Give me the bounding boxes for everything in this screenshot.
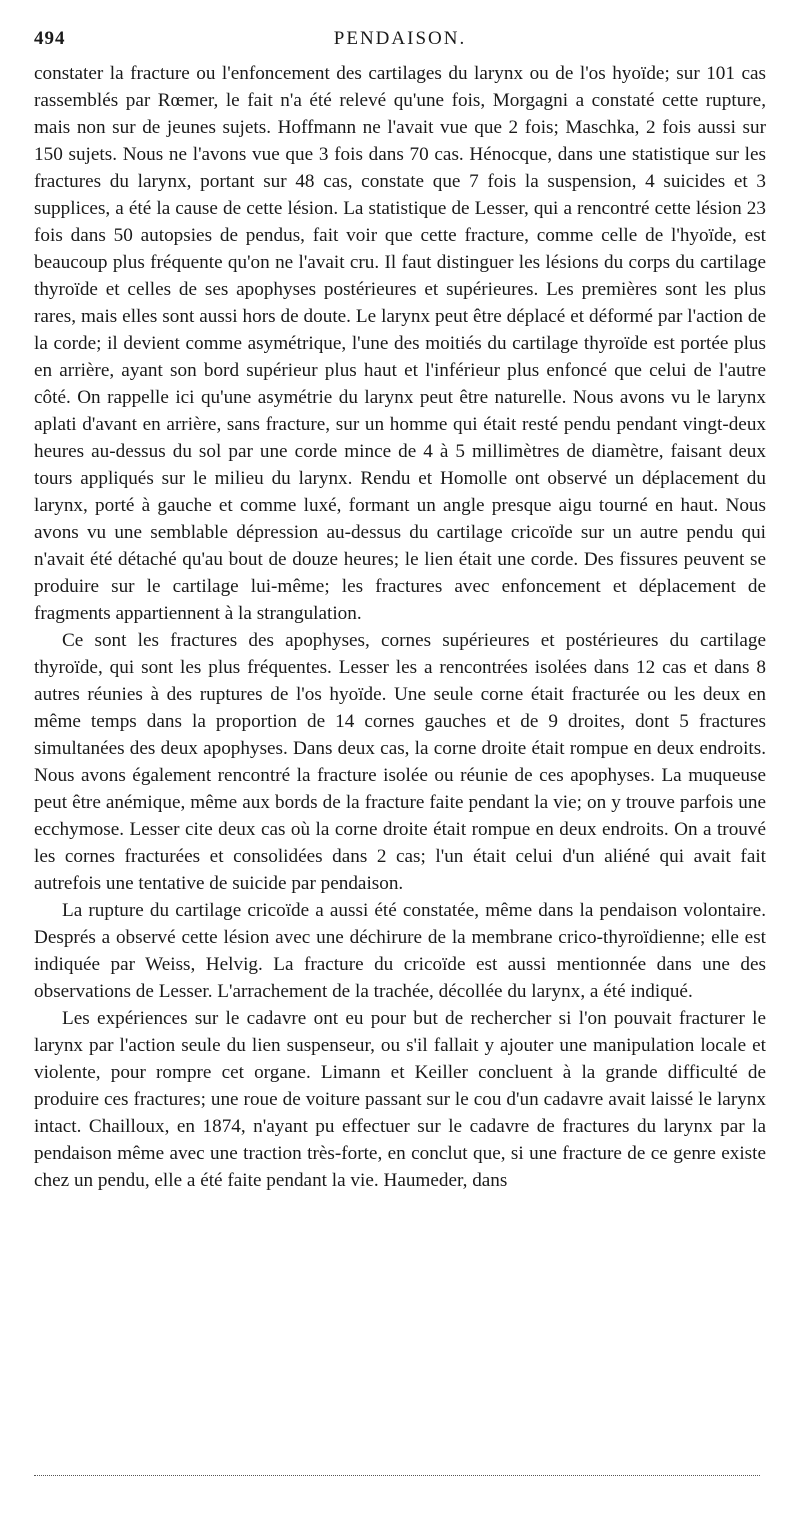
body-text [34,60,766,1194]
paragraph-cricoide: La rupture du cartilage cricoïde a aussi été constatée, même dans la pendaison volontaire. Després a observé cette lésion avec une déchirure de la membrane crico-thyroïdienne; elle est indiquée par Weiss, Helvig. La fracture du cricoïde est aussi mentionnée dans une des observations de Lesser. L'arrachement de la trachée, décollée du larynx, a été indiqué. [34,900,766,1002]
book-page [34,28,766,1194]
paragraph-experiences: Les expériences sur le cadavre ont eu pour but de rechercher si l'on pouvait fracturer le larynx par l'action seule du lien suspenseur, ou s'il fallait y ajouter une manipulation locale et violente, pour rompre cet organe. Limann et Keiller concluent à la grande difficulté de produire ces fractures; une roue de voiture passant sur le cou d'un cadavre avait laissé le larynx intact. Chailloux, en 1874, n'ayant pu effectuer sur le cadavre de fractures du larynx par la pendaison même avec une traction très-forte, en conclut que, si une fracture de ce genre existe chez un pendu, elle a été faite pendant la vie. Haumeder, dans [34,1008,766,1191]
running-title: PENDAISON. [333,28,467,49]
paragraph-apophyses: Ce sont les fractures des apophyses, cornes supérieures et postérieures du cartilage thyroïde, qui sont les plus fréquentes. Lesser les a rencontrées isolées dans 12 cas et dans 8 autres réunies à des ruptures de l'os hyoïde. Une seule corne était fracturée ou les deux en même temps dans la proportion de 14 cornes gauches et de 9 droites, dont 5 fractures simultanées des deux apophyses. Dans deux cas, la corne droite était rompue en deux endroits. Nous avons également rencontré la fracture isolée ou réunie de ces apophyses. La muqueuse peut être anémique, même aux bords de la fracture faite pendant la vie; on y trouve parfois une ecchymose. Lesser cite deux cas où la corne droite était rompue en deux endroits. On a trouvé les cornes fracturées et consolidées dans 2 cas; l'un était celui d'un aliéné qui avait fait autrefois une tentative de suicide par pendaison. [34,630,766,894]
paragraph-continued: constater la fracture ou l'enfoncement des cartilages du larynx ou de l'os hyoïde; sur 101 cas rassemblés par Rœmer, le fait n'a été relevé qu'une fois, Morgagni a constaté cette rupture, mais non sur de jeunes sujets. Hoffmann ne l'avait vue que 2 fois; Maschka, 2 fois aussi sur 150 sujets. Nous ne l'avons vue que 3 fois dans 70 cas. Hénocque, dans une statistique sur les fractures du larynx, portant sur 48 cas, constate que 7 fois la suspension, 4 suicides et 3 supplices, a été la cause de cette lésion. La statistique de Lesser, qui a rencontré cette lésion 23 fois dans 50 autopsies de pendus, fait voir que cette fracture, comme celle de l'hyoïde, est beaucoup plus fréquente qu'on ne l'avait cru. Il faut distinguer les lésions du corps du cartilage thyroïde et celles de ses apophyses postérieures et supérieures. Les premières sont les plus rares, mais elles sont aussi hors de doute. Le larynx peut être déplacé et déformé par l'action de la corde; il devient comme asymétrique, l'une des moitiés du cartilage thyroïde est portée plus en arrière, ayant son bord supérieur plus haut et l'inférieur plus enfoncé que celui de l'autre côté. On rappelle ici qu'une asymétrie du larynx peut être naturelle. Nous avons vu le larynx aplati d'avant en arrière, sans fracture, sur un homme qui était resté pendu pendant vingt-deux heures au-dessus du sol par une corde mince de 4 à 5 millimètres de diamètre, faisant deux tours appliqués sur le milieu du larynx. Rendu et Homolle ont observé un déplacement du larynx, porté à gauche et comme luxé, formant un angle presque aigu tourné en haut. Nous avons vu une semblable dépression au-dessus du cartilage cricoïde sur un autre pendu qui n'avait été détaché qu'au bout de douze heures; le lien était une corde. Des fissures peuvent se produire sur le cartilage lui-même; les fractures avec enfoncement et déplacement de fragments appartiennent à la strangulation. [34,63,766,624]
page-number: 494 [34,28,66,49]
running-head [34,28,766,60]
footer-divider [34,1475,760,1476]
